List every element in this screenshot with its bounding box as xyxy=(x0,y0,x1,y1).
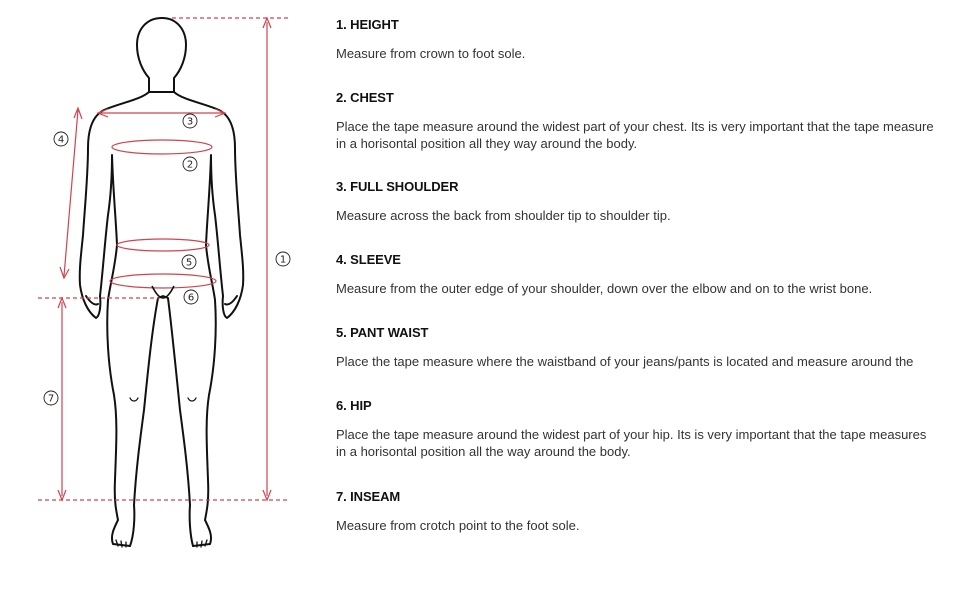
step-title: 2. CHEST xyxy=(336,90,394,105)
svg-text:2: 2 xyxy=(186,159,194,171)
measurement-guide xyxy=(336,0,970,560)
svg-text:6: 6 xyxy=(187,292,195,304)
chest-ellipse xyxy=(112,140,212,154)
step-text: Place the tape measure around the widest part of your hip. Its is very important that the tape measures in a horisontal position all the way around the body. xyxy=(336,427,927,459)
step-full-shoulder xyxy=(336,179,970,224)
step-title: 1. HEIGHT xyxy=(336,17,399,32)
svg-text:1: 1 xyxy=(279,254,287,266)
step-text: Measure from crown to foot sole. xyxy=(336,46,526,61)
step-hip xyxy=(336,398,970,460)
step-chest xyxy=(336,90,970,152)
body-outline xyxy=(80,18,244,547)
step-height xyxy=(336,17,970,62)
svg-text:5: 5 xyxy=(185,257,193,269)
step-title: 4. SLEEVE xyxy=(336,252,401,267)
marker-6 xyxy=(184,290,198,304)
step-title: 3. FULL SHOULDER xyxy=(336,179,459,194)
step-title: 6. HIP xyxy=(336,398,372,413)
measurement-guides xyxy=(38,18,290,500)
step-text: Place the tape measure around the widest part of your chest. Its is very important that the tape measure in a horisontal position all they way around the body. xyxy=(336,119,934,151)
svg-text:3: 3 xyxy=(186,116,194,128)
step-inseam xyxy=(336,489,970,534)
marker-3 xyxy=(183,114,197,128)
hip-ellipse xyxy=(110,274,216,288)
marker-2 xyxy=(183,157,197,171)
step-title: 7. INSEAM xyxy=(336,489,401,504)
svg-text:7: 7 xyxy=(47,393,55,405)
svg-text:4: 4 xyxy=(57,134,65,146)
step-pant-waist xyxy=(336,325,970,370)
body-measurement-figure xyxy=(0,0,300,560)
marker-1 xyxy=(276,252,290,266)
step-title: 5. PANT WAIST xyxy=(336,325,429,340)
marker-4 xyxy=(54,132,68,146)
marker-7 xyxy=(44,391,58,405)
step-text: Place the tape measure where the waistband of your jeans/pants is located and measure around the xyxy=(336,354,914,369)
step-sleeve xyxy=(336,252,970,297)
step-text: Measure across the back from shoulder tip to shoulder tip. xyxy=(336,208,671,223)
step-text: Measure from crotch point to the foot sole. xyxy=(336,518,580,533)
step-text: Measure from the outer edge of your shoulder, down over the elbow and on to the wrist bone. xyxy=(336,281,873,296)
waist-ellipse xyxy=(117,239,209,251)
marker-5 xyxy=(182,255,196,269)
